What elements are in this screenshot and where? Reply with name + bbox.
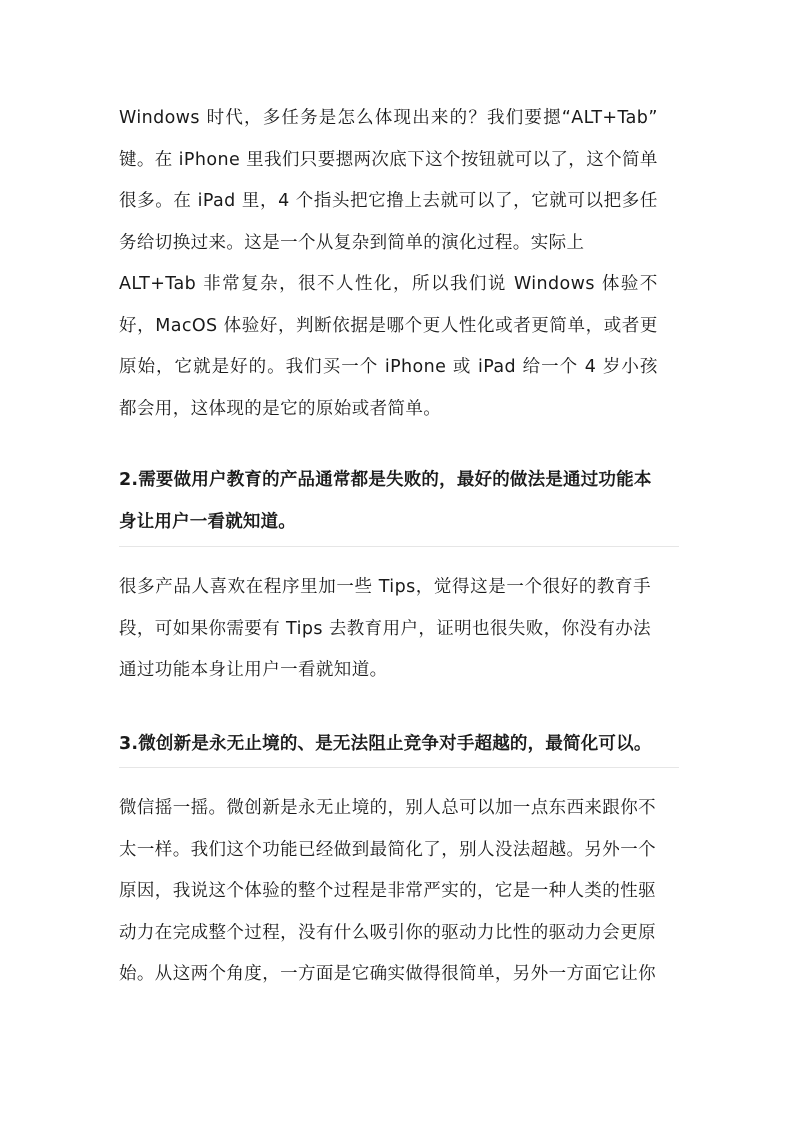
paragraph-tips [119, 567, 651, 692]
text-line: 太一样。我们这个功能已经做到最简化了，别人没法超越。另外一个 [119, 839, 656, 860]
text-line: 很多产品人喜欢在程序里加一些 Tips，觉得这是一个很好的教育手 [119, 577, 652, 597]
heading-line: 3.微创新是永无止境的、是无法阻止竞争对手超越的，最简化可以。 [119, 734, 652, 754]
text-line: Windows 时代，多任务是怎么体现出来的？我们要摁“ALT+Tab” [119, 108, 658, 128]
text-line: 原始，它就是好的。我们买一个 iPhone 或 iPad 给一个 4 岁小孩 [119, 357, 658, 377]
heading-user-education [119, 460, 652, 543]
text-line: 原因，我说这个体验的整个过程是非常严实的，它是一种人类的性驱 [119, 881, 656, 901]
text-line: 都会用，这体现的是它的原始或者简单。 [119, 398, 442, 419]
section-divider [119, 767, 679, 768]
text-line: 微信摇一摇。微创新是永无止境的，别人总可以加一点东西来跟你不 [119, 798, 656, 818]
text-line: 键。在 iPhone 里我们只要摁两次底下这个按钮就可以了，这个简单 [119, 149, 658, 170]
heading-line: 2.需要做用户教育的产品通常都是失败的，最好的做法是通过功能本 [119, 470, 652, 490]
text-line: 通过功能本身让用户一看就知道。 [119, 660, 388, 680]
text-line: 务给切换过来。这是一个从复杂到简单的演化过程。实际上 [119, 232, 585, 253]
text-line: 很多。在 iPad 里，4 个指头把它撸上去就可以了，它就可以把多任 [119, 191, 658, 211]
paragraph-multitasking [119, 98, 658, 430]
text-line: ALT+Tab 非常复杂，很不人性化，所以我们说 Windows 体验不 [119, 274, 658, 294]
text-line: 好，MacOS 体验好，判断依据是哪个更人性化或者更简单，或者更 [119, 315, 658, 336]
paragraph-shake [119, 788, 656, 996]
heading-micro-innovation [119, 724, 652, 766]
text-line: 动力在完成整个过程，没有什么吸引你的驱动力比性的驱动力会更原 [119, 922, 656, 943]
section-divider [119, 546, 679, 547]
heading-line: 身让用户一看就知道。 [119, 511, 296, 532]
text-line: 始。从这两个角度，一方面是它确实做得很简单，另外一方面它让你 [119, 964, 656, 984]
text-line: 段，可如果你需要有 Tips 去教育用户，证明也很失败，你没有办法 [119, 618, 652, 639]
